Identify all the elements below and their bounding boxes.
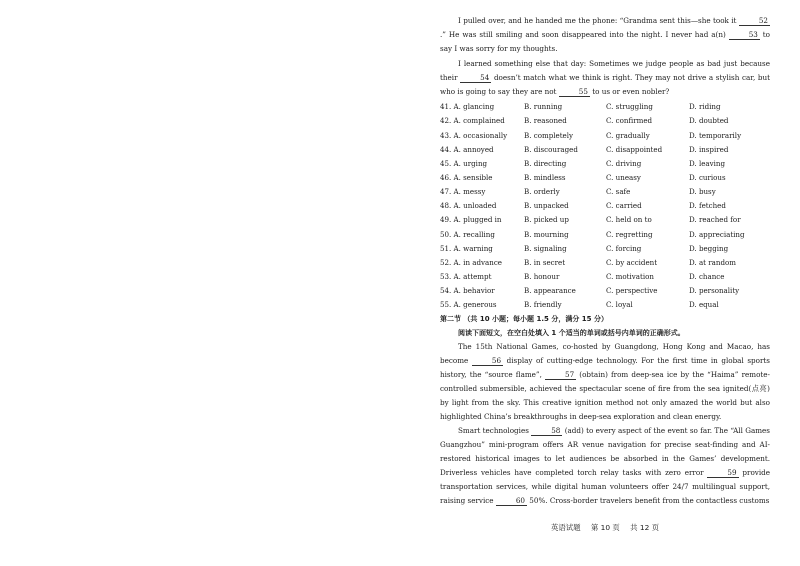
option-d: D. equal [689, 300, 719, 310]
option-c: C. held on to [606, 215, 652, 225]
text-run: The 15th National Games, co-hosted by Guangdong, Hong Kong and Macao, has become [440, 342, 770, 366]
text-run: 50%. Cross-border travelers benefit from the contactless customs [529, 496, 770, 506]
text-run: Smart technologies [458, 426, 529, 436]
page-footer [440, 522, 770, 533]
option-d: D. fetched [689, 201, 726, 211]
footer-subject: 英语试题 [550, 523, 581, 532]
blank-54: 54 [460, 73, 491, 83]
option-c: C. carried [606, 201, 642, 211]
option-b: B. picked up [524, 215, 569, 225]
option-d: D. begging [689, 243, 729, 253]
option-row [440, 213, 770, 227]
option-d: D. doubted [689, 116, 729, 126]
footer-total-pages: 共 12 页 [630, 523, 660, 532]
text-run: display of cutting-edge technology. For the first time in global sports history, the “source flame”, [440, 356, 770, 380]
option-d: D. reached for [689, 215, 741, 225]
option-a: 51. A. warning [440, 243, 493, 253]
text-run: I pulled over, and he handed me the phone: “Grandma sent this—she took it [458, 16, 737, 25]
option-row [440, 157, 770, 171]
text-run: I learned something else that day: Sometimes we judge people as bad just because their [440, 58, 770, 82]
option-d: D. inspired [689, 144, 729, 154]
option-a: 45. A. urging [440, 158, 488, 168]
blank-55: 55 [559, 87, 590, 97]
option-a: 48. A. unloaded [440, 201, 497, 211]
option-d: D. temporarily [689, 130, 742, 140]
option-b: B. friendly [524, 300, 562, 310]
option-b: B. directing [524, 158, 567, 168]
option-row [440, 199, 770, 213]
option-a: 41. A. glancing [440, 102, 495, 112]
text-run: to say I was sorry for my thoughts. [440, 30, 770, 54]
option-a: 54. A. behavior [440, 286, 495, 296]
option-c: C. by accident [606, 257, 658, 267]
option-c: C. perspective [606, 286, 658, 296]
option-b: B. honour [524, 271, 560, 281]
option-b: B. mourning [524, 229, 569, 239]
option-b: B. completely [524, 130, 574, 140]
option-d: D. riding [689, 102, 721, 112]
option-c: C. forcing [606, 243, 642, 253]
page-content [440, 14, 770, 508]
option-c: C. disappointed [606, 144, 663, 154]
option-b: B. orderly [524, 187, 560, 197]
option-row [440, 284, 770, 298]
option-row [440, 298, 770, 312]
option-b: B. mindless [524, 172, 566, 182]
option-b: B. appearance [524, 286, 576, 296]
option-a: 46. A. sensible [440, 172, 493, 182]
option-d: D. busy [689, 187, 716, 197]
blank-59: 59 [707, 468, 738, 478]
passage-paragraph [440, 424, 770, 508]
option-row [440, 185, 770, 199]
option-b: B. signaling [524, 243, 567, 253]
option-d: D. at random [689, 257, 737, 267]
option-b: B. reasoned [524, 116, 567, 126]
passage-paragraph [440, 57, 770, 100]
option-d: D. chance [689, 271, 725, 281]
text-run: doesn’t match what we think is right. They may not drive a stylish car, but who is going to say they are not [440, 72, 770, 97]
text-run: (obtain) from deep-sea ice by the “Haima” remote-controlled submersible, achieved the spectacular scene of fire from the sea ignited(点亮) by light from the sky. This creative ignition method not only amazed the world but also highlighted China’s breakthroughs in deep-sea exploration and clean energy. [440, 370, 770, 422]
option-b: B. in secret [524, 257, 566, 267]
option-d: D. appreciating [689, 229, 745, 239]
footer-page-number: 第 10 页 [590, 523, 620, 532]
option-b: B. running [524, 102, 563, 112]
passage-paragraph [440, 340, 770, 424]
option-a: 49. A. plugged in [440, 215, 502, 225]
option-row [440, 242, 770, 256]
option-row [440, 114, 770, 128]
option-d: D. leaving [689, 158, 726, 168]
blank-58: 58 [531, 426, 562, 436]
option-c: C. confirmed [606, 116, 653, 126]
option-a: 42. A. complained [440, 116, 505, 126]
blank-57: 57 [545, 370, 576, 380]
text-run: (add) to every aspect of the event so far. The “All Games Guangzhou” mini-program offers AR venue navigation for precise seat-finding and AI-restored historical images to let audiences be absorbed in the Games’ development. Driverless vehicles have completed torch relay tasks with zero error [440, 426, 770, 478]
option-row [440, 171, 770, 185]
option-d: D. personality [689, 286, 740, 296]
option-row [440, 227, 770, 241]
options-table [440, 100, 770, 312]
option-a: 43. A. occasionally [440, 130, 508, 140]
section-title: 第二节 （共 10 小题；每小题 1.5 分，满分 15 分） [440, 315, 608, 324]
text-run: provide transportation services, while digital human volunteers offer 24/7 multilingual support, raising service [440, 468, 770, 506]
option-c: C. driving [606, 158, 642, 168]
option-a: 52. A. in advance [440, 257, 503, 267]
passage-paragraph [440, 14, 770, 57]
option-a: 50. A. recalling [440, 229, 495, 239]
option-c: C. safe [606, 187, 631, 197]
option-c: C. uneasy [606, 172, 641, 182]
option-c: C. struggling [606, 102, 653, 112]
blank-60: 60 [496, 496, 527, 506]
blank-53: 53 [729, 30, 760, 40]
option-row [440, 256, 770, 270]
option-b: B. discouraged [524, 144, 578, 154]
text-run: to us or even nobler? [592, 87, 670, 97]
option-a: 55. A. generous [440, 300, 497, 310]
section-instruction: 阅读下面短文，在空白处填入 1 个适当的单词或括号内单词的正确形式。 [458, 329, 685, 338]
option-a: 47. A. messy [440, 187, 486, 197]
option-row [440, 100, 770, 114]
option-b: B. unpacked [524, 201, 569, 211]
option-d: D. curious [689, 172, 726, 182]
option-a: 53. A. attempt [440, 271, 492, 281]
blank-56: 56 [472, 356, 503, 366]
option-c: C. gradually [606, 130, 650, 140]
option-row [440, 129, 770, 143]
option-c: C. motivation [606, 271, 654, 281]
option-row [440, 143, 770, 157]
option-a: 44. A. annoyed [440, 144, 494, 154]
option-c: C. regretting [606, 229, 653, 239]
blank-52: 52 [739, 16, 770, 26]
option-c: C. loyal [606, 300, 633, 310]
text-run: .” He was still smiling and soon disappeared into the night. I never had a(n) [440, 30, 726, 40]
option-row [440, 270, 770, 284]
